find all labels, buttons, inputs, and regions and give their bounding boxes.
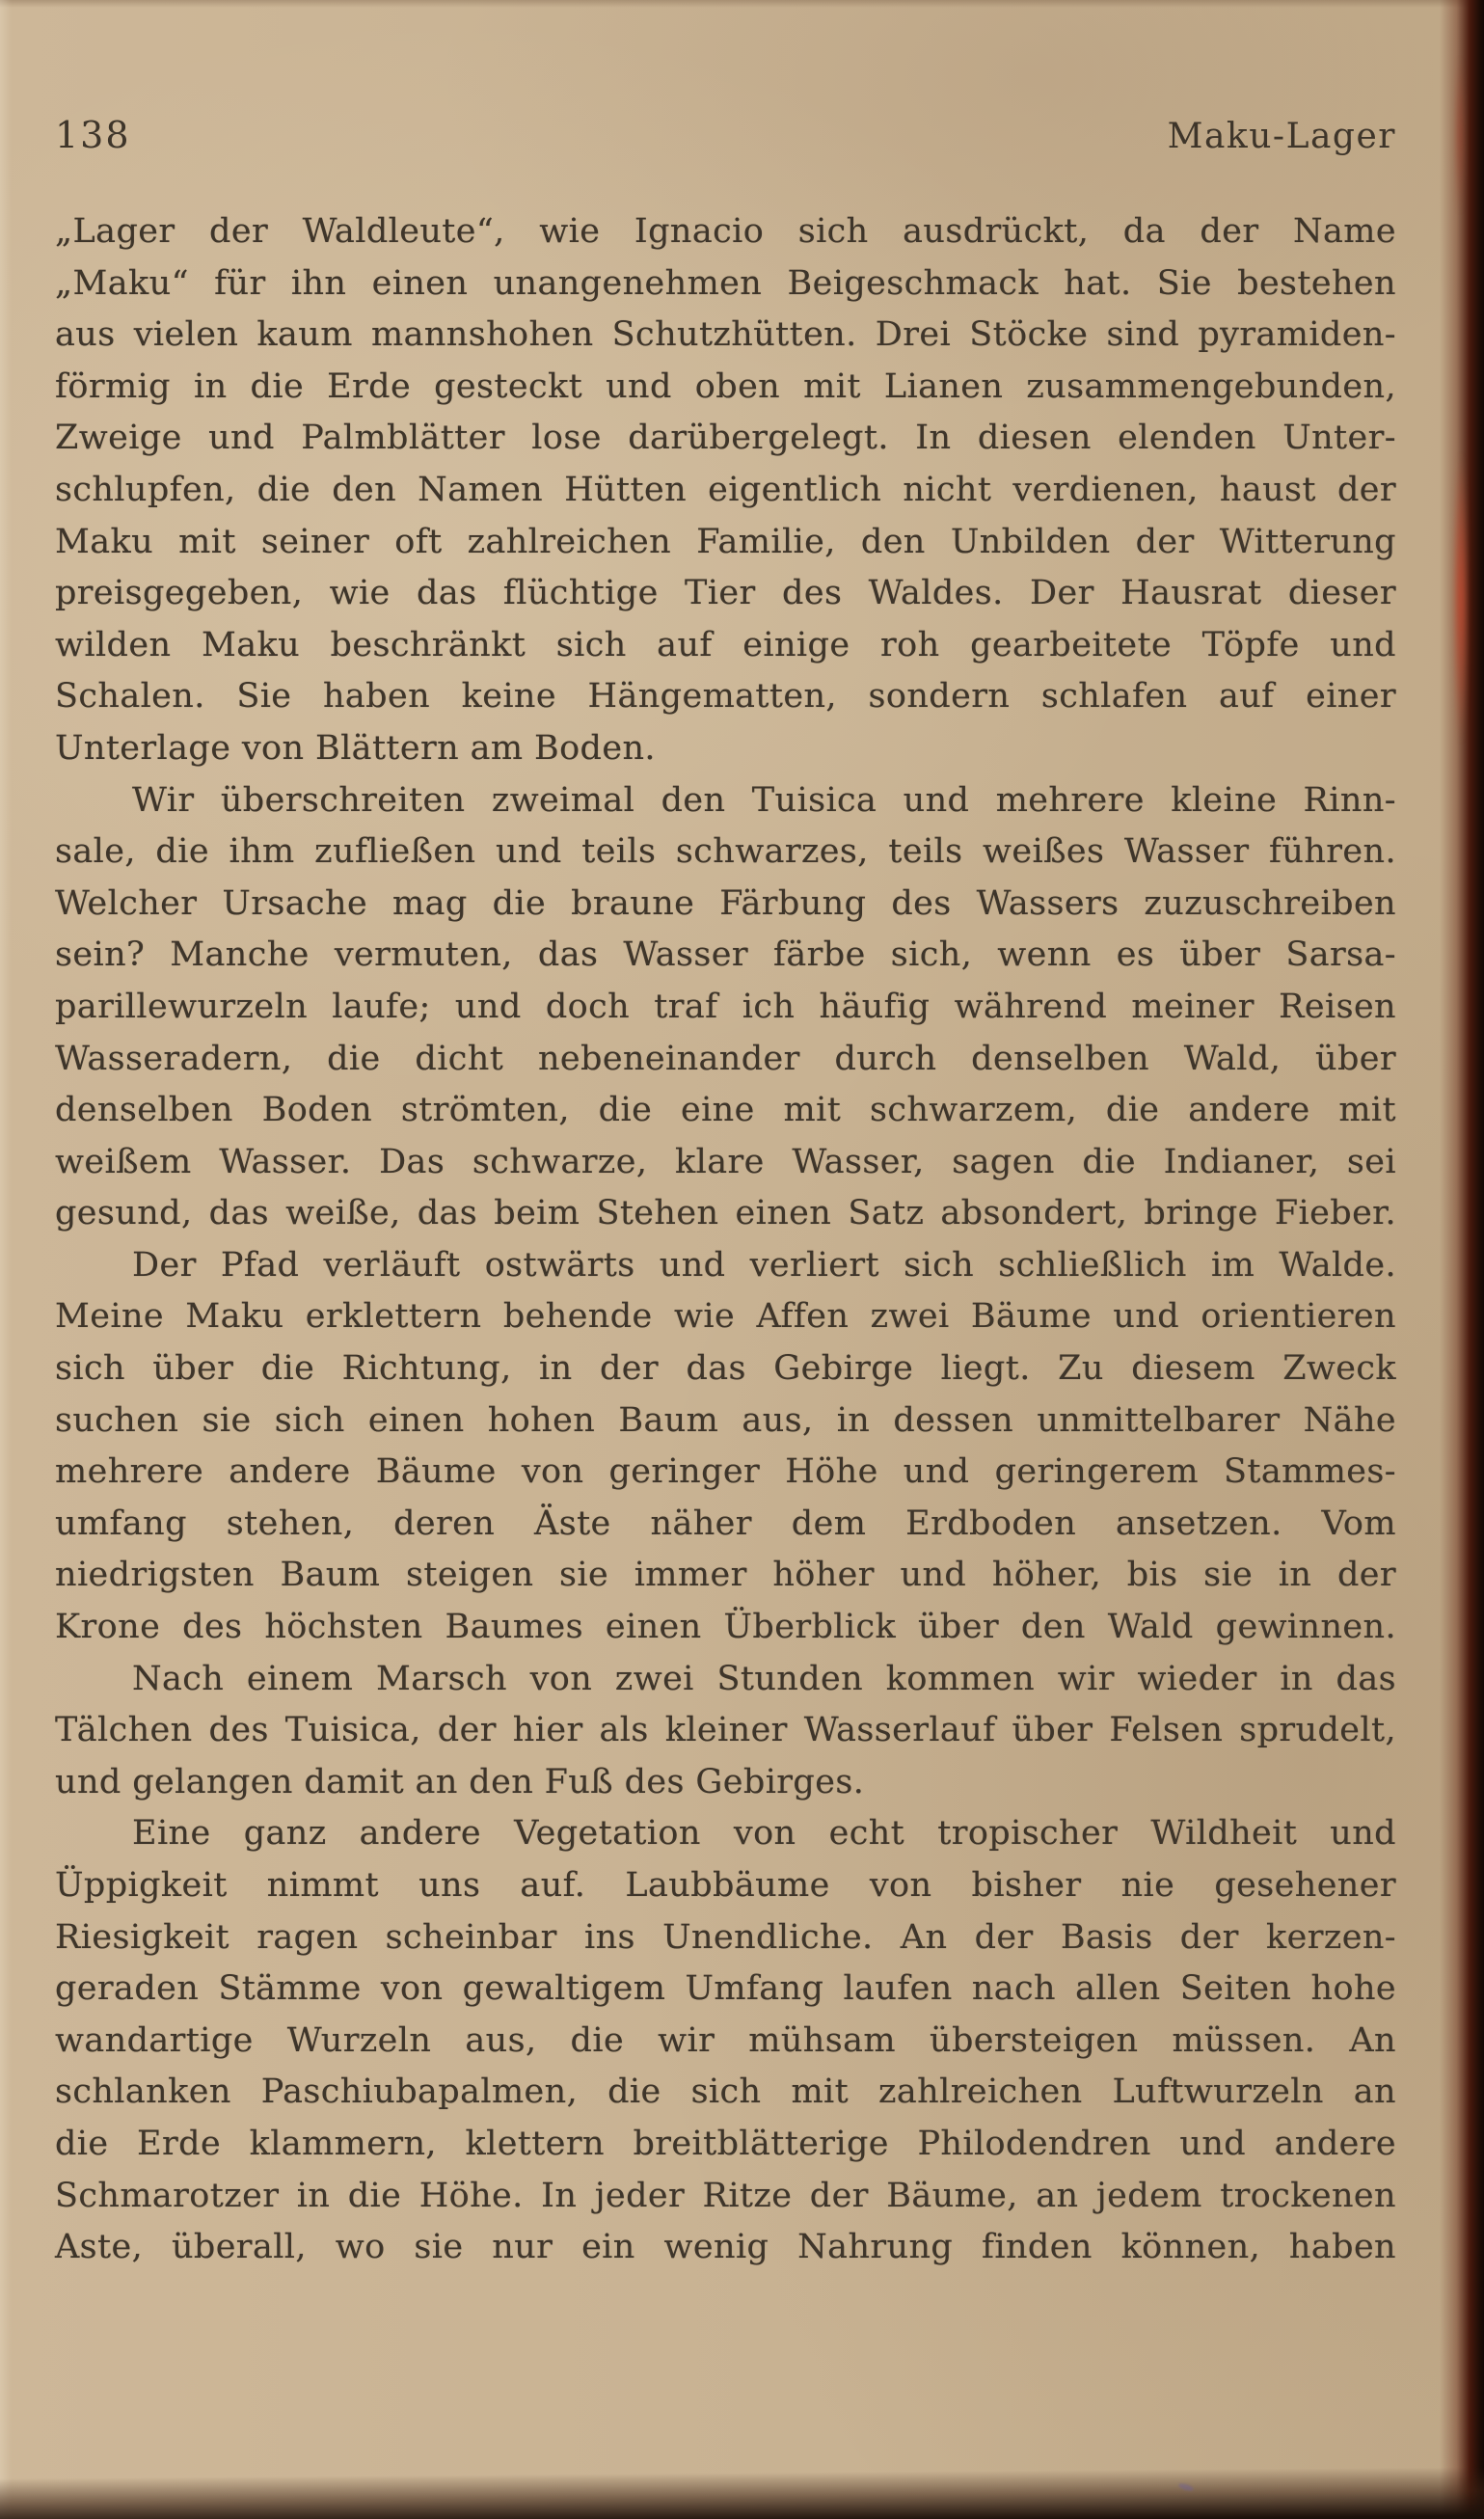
text-line: schlanken Paschiubapalmen, die sich mit zahlreichen Luftwurzeln an	[55, 2072, 1396, 2112]
text-line: gesund, das weiße, das beim Stehen einen Satz absondert, bringe Fieber.	[55, 1194, 1396, 1233]
text-line: die Erde klammern, klettern breitblätterige Philodendren und andere	[55, 2124, 1396, 2163]
text-line: Welcher Ursache mag die braune Färbung des Wassers zuzuschreiben	[55, 883, 1396, 923]
text-line: suchen sie sich einen hohen Baum aus, in dessen unmittelbarer Nähe	[55, 1400, 1396, 1440]
text-line: Zweige und Palmblätter lose darübergelegt. In diesen elenden Unter-	[55, 419, 1396, 458]
text-line: und gelangen damit an den Fuß des Gebirges.	[55, 1762, 865, 1801]
page-top-edge	[0, 0, 1484, 8]
text-line: Üppigkeit nimmt uns auf. Laubbäume von bisher nie gesehener	[55, 1866, 1396, 1905]
text-line: Meine Maku erklettern behende wie Affen zwei Bäume und orientieren	[55, 1297, 1396, 1337]
page-right-edge-red-mark	[1453, 453, 1469, 743]
text-line: Nach einem Marsch von zwei Stunden kommen wir wieder in das	[132, 1659, 1396, 1698]
text-line: Wasseradern, die dicht nebeneinander durch denselben Wald, über	[55, 1039, 1396, 1078]
text-line: sale, die ihm zufließen und teils schwarzes, teils weißes Wasser führen.	[55, 832, 1396, 872]
text-line: Der Pfad verläuft ostwärts und verliert sich schließlich im Walde.	[132, 1245, 1396, 1285]
text-line: wandartige Wurzeln aus, die wir mühsam übersteigen müssen. An	[55, 2020, 1396, 2060]
text-line: sich über die Richtung, in der das Gebirge liegt. Zu diesem Zweck	[55, 1349, 1396, 1389]
text-line: Schmarotzer in die Höhe. In jeder Ritze der Bäume, an jedem trockenen	[55, 2176, 1396, 2215]
text-line: „Lager der Waldleute“, wie Ignacio sich ausdrückt, da der Name	[55, 212, 1396, 251]
text-line: Maku mit seiner oft zahlreichen Familie, den Unbilden der Witterung	[55, 522, 1396, 561]
text-line: denselben Boden strömten, die eine mit schwarzem, die andere mit	[55, 1091, 1396, 1130]
page-left-edge	[0, 0, 12, 2519]
text-line: wilden Maku beschränkt sich auf einige roh gearbeitete Töpfe und	[55, 625, 1396, 664]
text-line: umfang stehen, deren Äste näher dem Erdboden ansetzen. Vom	[55, 1503, 1396, 1543]
text-line: Krone des höchsten Baumes einen Überblick über den Wald gewinnen.	[55, 1608, 1396, 1647]
running-header-title: Maku-Lager	[1167, 117, 1396, 156]
text-line: Riesigkeit ragen scheinbar ins Unendliche. An der Basis der kerzen-	[55, 1917, 1396, 1957]
text-line: schlupfen, die den Namen Hütten eigentlich nicht verdienen, haust der	[55, 470, 1396, 509]
text-line: Unterlage von Blättern am Boden.	[55, 728, 656, 768]
text-line: Schalen. Sie haben keine Hängematten, sondern schlafen auf einer	[55, 677, 1396, 717]
text-line: weißem Wasser. Das schwarze, klare Wasser, sagen die Indianer, sei	[55, 1142, 1396, 1181]
text-line: Eine ganz andere Vegetation von echt tropischer Wildheit und	[132, 1814, 1396, 1854]
running-head	[55, 114, 1396, 156]
text-line: Wir überschreiten zweimal den Tuisica und mehrere kleine Rinn-	[132, 780, 1396, 820]
text-line: preisgegeben, wie das flüchtige Tier des Waldes. Der Hausrat dieser	[55, 574, 1396, 613]
text-line: Aste, überall, wo sie nur ein wenig Nahrung finden können, haben	[55, 2228, 1396, 2267]
text-line: förmig in die Erde gesteckt und oben mit Lianen zusammengebunden,	[55, 366, 1396, 406]
page-bottom-edge	[0, 2467, 1484, 2519]
text-line: niedrigsten Baum steigen sie immer höher und höher, bis sie in der	[55, 1556, 1396, 1595]
text-line: sein? Manche vermuten, das Wasser färbe sich, wenn es über Sarsa-	[55, 935, 1396, 975]
text-line: parillewurzeln laufe; und doch traf ich häufig während meiner Reisen	[55, 987, 1396, 1026]
page-right-edge-red-mark-small	[1455, 58, 1465, 212]
text-line: geraden Stämme von gewaltigem Umfang laufen nach allen Seiten hohe	[55, 1969, 1396, 2009]
page-number: 138	[55, 114, 131, 156]
page-right-edge	[1440, 0, 1484, 2519]
text-block	[55, 206, 1396, 2274]
text-line: „Maku“ für ihn einen unangenehmen Beigeschmack hat. Sie bestehen	[55, 263, 1396, 303]
text-line: aus vielen kaum mannshohen Schutzhütten. Drei Stöcke sind pyramiden-	[55, 315, 1396, 355]
text-line: mehrere andere Bäume von geringer Höhe und geringerem Stammes-	[55, 1452, 1396, 1492]
text-line: Tälchen des Tuisica, der hier als kleiner Wasserlauf über Felsen sprudelt,	[55, 1711, 1396, 1750]
